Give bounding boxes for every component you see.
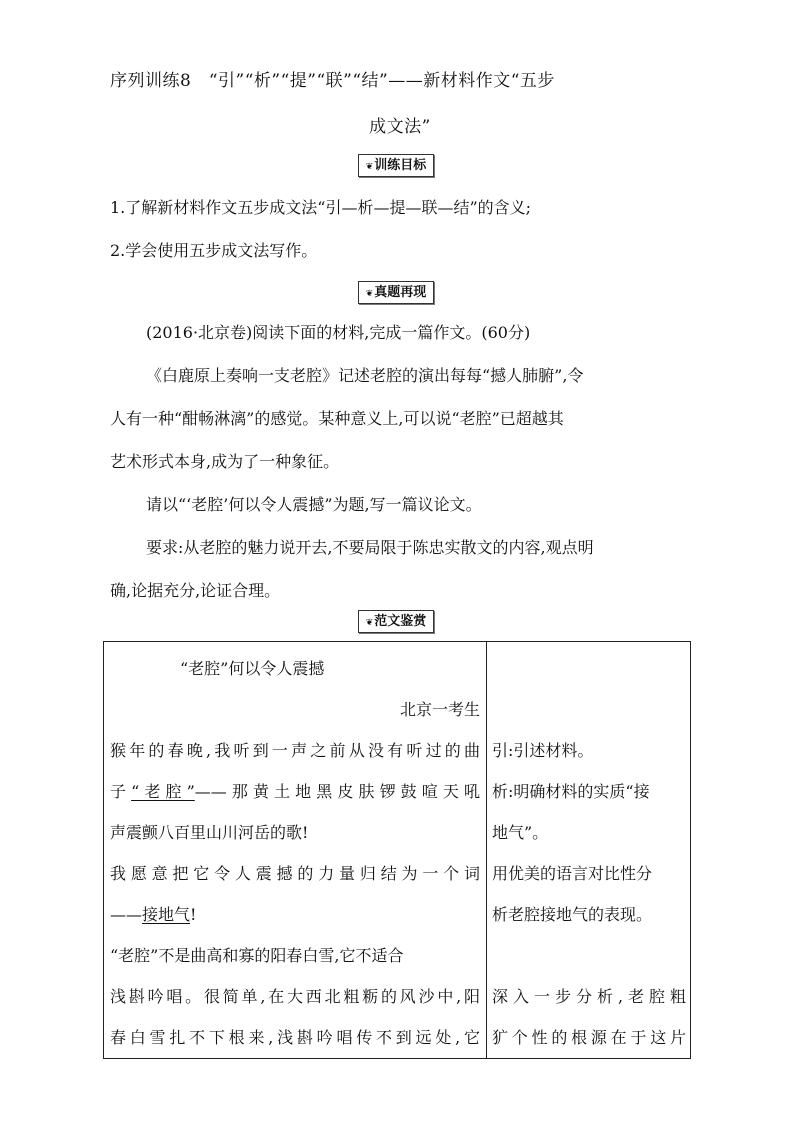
section-badge-sample	[358, 610, 434, 633]
essay-text: ——	[110, 905, 142, 924]
exam-requirements	[110, 526, 690, 612]
essay-text: 子	[110, 782, 132, 801]
scroll-ornament-icon: ❦	[365, 618, 374, 628]
annotation-column	[492, 648, 686, 1058]
annotation-line: 地气”。	[492, 823, 549, 842]
annotation-line: 析老腔接地气的表现。	[492, 905, 653, 924]
annotation-line: 深入一步分析,老腔粗	[492, 987, 686, 1006]
goal-item-2: 2.学会使用五步成文法写作。	[110, 241, 318, 260]
essay-line	[110, 771, 480, 812]
essay-line: 我愿意把它令人震撼的力量归结为一个词	[110, 864, 480, 883]
essay-line: 春白雪扎不下根来,浅斟吟唱传不到远处,它	[110, 1028, 480, 1047]
essay-text: !	[190, 905, 197, 924]
page-title-line1: 序列训练8 “引”“析”“提”“联”“结”——新材料作文“五步	[110, 71, 555, 91]
essay-text-column	[110, 648, 480, 1058]
exam-intro: (2016·北京卷)阅读下面的材料,完成一篇作文。(60分)	[146, 323, 531, 342]
exam-prompt: 请以“‘老腔’何以令人震撼”为题,写一篇议论文。	[146, 495, 482, 514]
essay-line: 声震颤八百里山川河岳的歌!	[110, 823, 309, 842]
annotation-line: 引:引述材料。	[492, 741, 594, 760]
exam-material	[110, 354, 690, 483]
sample-essay-table	[103, 641, 691, 1059]
essay-text: ——那黄土地黑皮肤锣鼓喧天吼	[194, 782, 480, 801]
material-line: 人有一种“酣畅淋漓”的感觉。某种意义上,可以说“老腔”已超越其	[110, 409, 564, 428]
essay-line: 浅斟吟唱。很简单,在大西北粗粝的风沙中,阳	[110, 987, 480, 1006]
essay-line	[110, 894, 480, 935]
section-badge-exam	[358, 281, 434, 304]
underlined-term: 接地气	[142, 905, 191, 924]
section-badge-label: 真题再现	[374, 285, 427, 300]
section-badge-label: 训练目标	[374, 158, 427, 173]
scroll-ornament-icon: ❦	[365, 289, 374, 299]
section-badge-goals	[358, 154, 434, 177]
essay-line: “老腔”不是曲高和寡的阳春白雪,它不适合	[110, 946, 404, 965]
scroll-ornament-icon: ❦	[365, 162, 374, 172]
requirement-line: 确,论据充分,论证合理。	[110, 581, 281, 600]
column-divider	[486, 642, 487, 1058]
section-badge-label: 范文鉴赏	[374, 614, 427, 629]
material-line: 《白鹿原上奏响一支老腔》记述老腔的演出每每“撼人肺腑”,令	[146, 366, 584, 385]
requirement-line: 要求:从老腔的魅力说开去,不要局限于陈忠实散文的内容,观点明	[146, 538, 594, 557]
underlined-term: “老腔”	[131, 782, 195, 801]
goal-item-1: 1.了解新材料作文五步成文法“引—析—提—联—结”的含义;	[110, 198, 532, 217]
annotation-line: 用优美的语言对比性分	[492, 864, 653, 883]
essay-title: “老腔”何以令人震撼	[180, 659, 325, 678]
annotation-line: 析:明确材料的实质“接	[492, 782, 650, 801]
annotation-line: 犷个性的根源在于这片	[492, 1028, 686, 1047]
page-title-line2: 成文法”	[369, 117, 431, 137]
essay-line: 猴年的春晚,我听到一声之前从没有听过的曲	[110, 741, 480, 760]
material-line: 艺术形式本身,成为了一种象征。	[110, 452, 340, 471]
essay-author: 北京一考生	[399, 700, 480, 719]
